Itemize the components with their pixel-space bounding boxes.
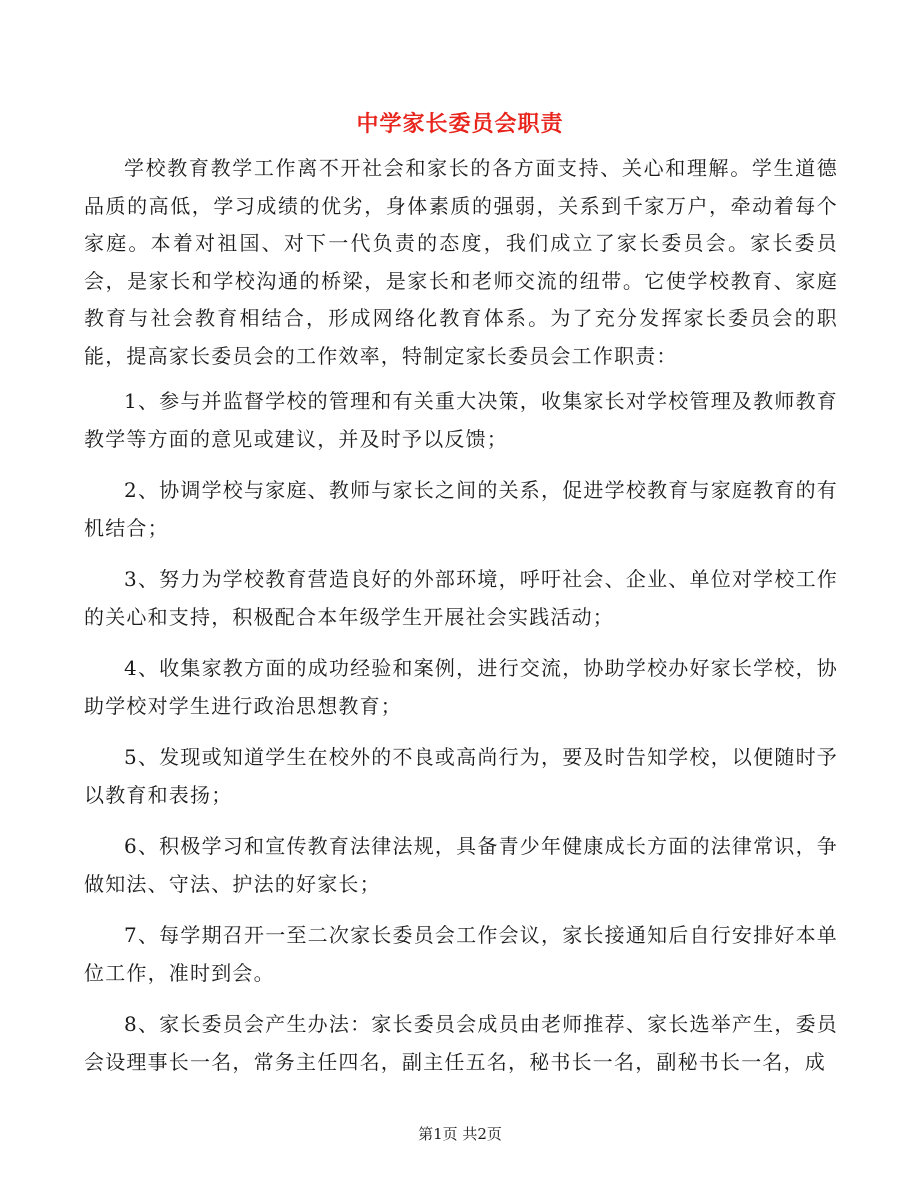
page-footer: 第1页 共2页 — [418, 1125, 502, 1143]
duty-item-5: 5、发现或知道学生在校外的不良或高尚行为，要及时告知学校，以便随时予以教育和表扬； — [84, 745, 838, 807]
duty-item-2: 2、协调学校与家庭、教师与家长之间的关系，促进学校教育与家庭教育的有机结合； — [84, 478, 838, 540]
document-title: 中学家长委员会职责 — [356, 111, 564, 137]
duty-item-7: 7、每学期召开一至二次家长委员会工作会议，家长接通知后自行安排好本单位工作，准时到会。 — [84, 923, 838, 985]
duty-item-4: 4、收集家教方面的成功经验和案例，进行交流，协助学校办好家长学校，协助学校对学生进行政治思想教育； — [84, 656, 838, 718]
duty-item-6: 6、积极学习和宣传教育法律法规，具备青少年健康成长方面的法律常识，争做知法、守法、护法的好家长； — [84, 834, 838, 896]
document-body — [84, 150, 838, 1095]
duty-item-1: 1、参与并监督学校的管理和有关重大决策，收集家长对学校管理及教师教育教学等方面的意见或建议，并及时予以反馈； — [84, 389, 838, 451]
intro-paragraph: 学校教育教学工作离不开社会和家长的各方面支持、关心和理解。学生道德品质的高低，学习成绩的优劣，身体素质的强弱，关系到千家万户，牵动着每个家庭。本着对祖国、对下一代负责的态度，我们成立了家长委员会。家长委员会，是家长和学校沟通的桥梁，是家长和老师交流的纽带。它使学校教育、家庭教育与社会教育相结合，形成网络化教育体系。为了充分发挥家长委员会的职能，提高家长委员会的工作效率，特制定家长委员会工作职责： — [84, 156, 838, 368]
duty-item-3: 3、努力为学校教育营造良好的外部环境，呼吁社会、企业、单位对学校工作的关心和支持，积极配合本年级学生开展社会实践活动； — [84, 567, 838, 629]
duty-item-8: 8、家长委员会产生办法：家长委员会成员由老师推荐、家长选举产生，委员会设理事长一名，常务主任四名，副主任五名，秘书长一名，副秘书长一名，成 — [84, 1012, 838, 1074]
